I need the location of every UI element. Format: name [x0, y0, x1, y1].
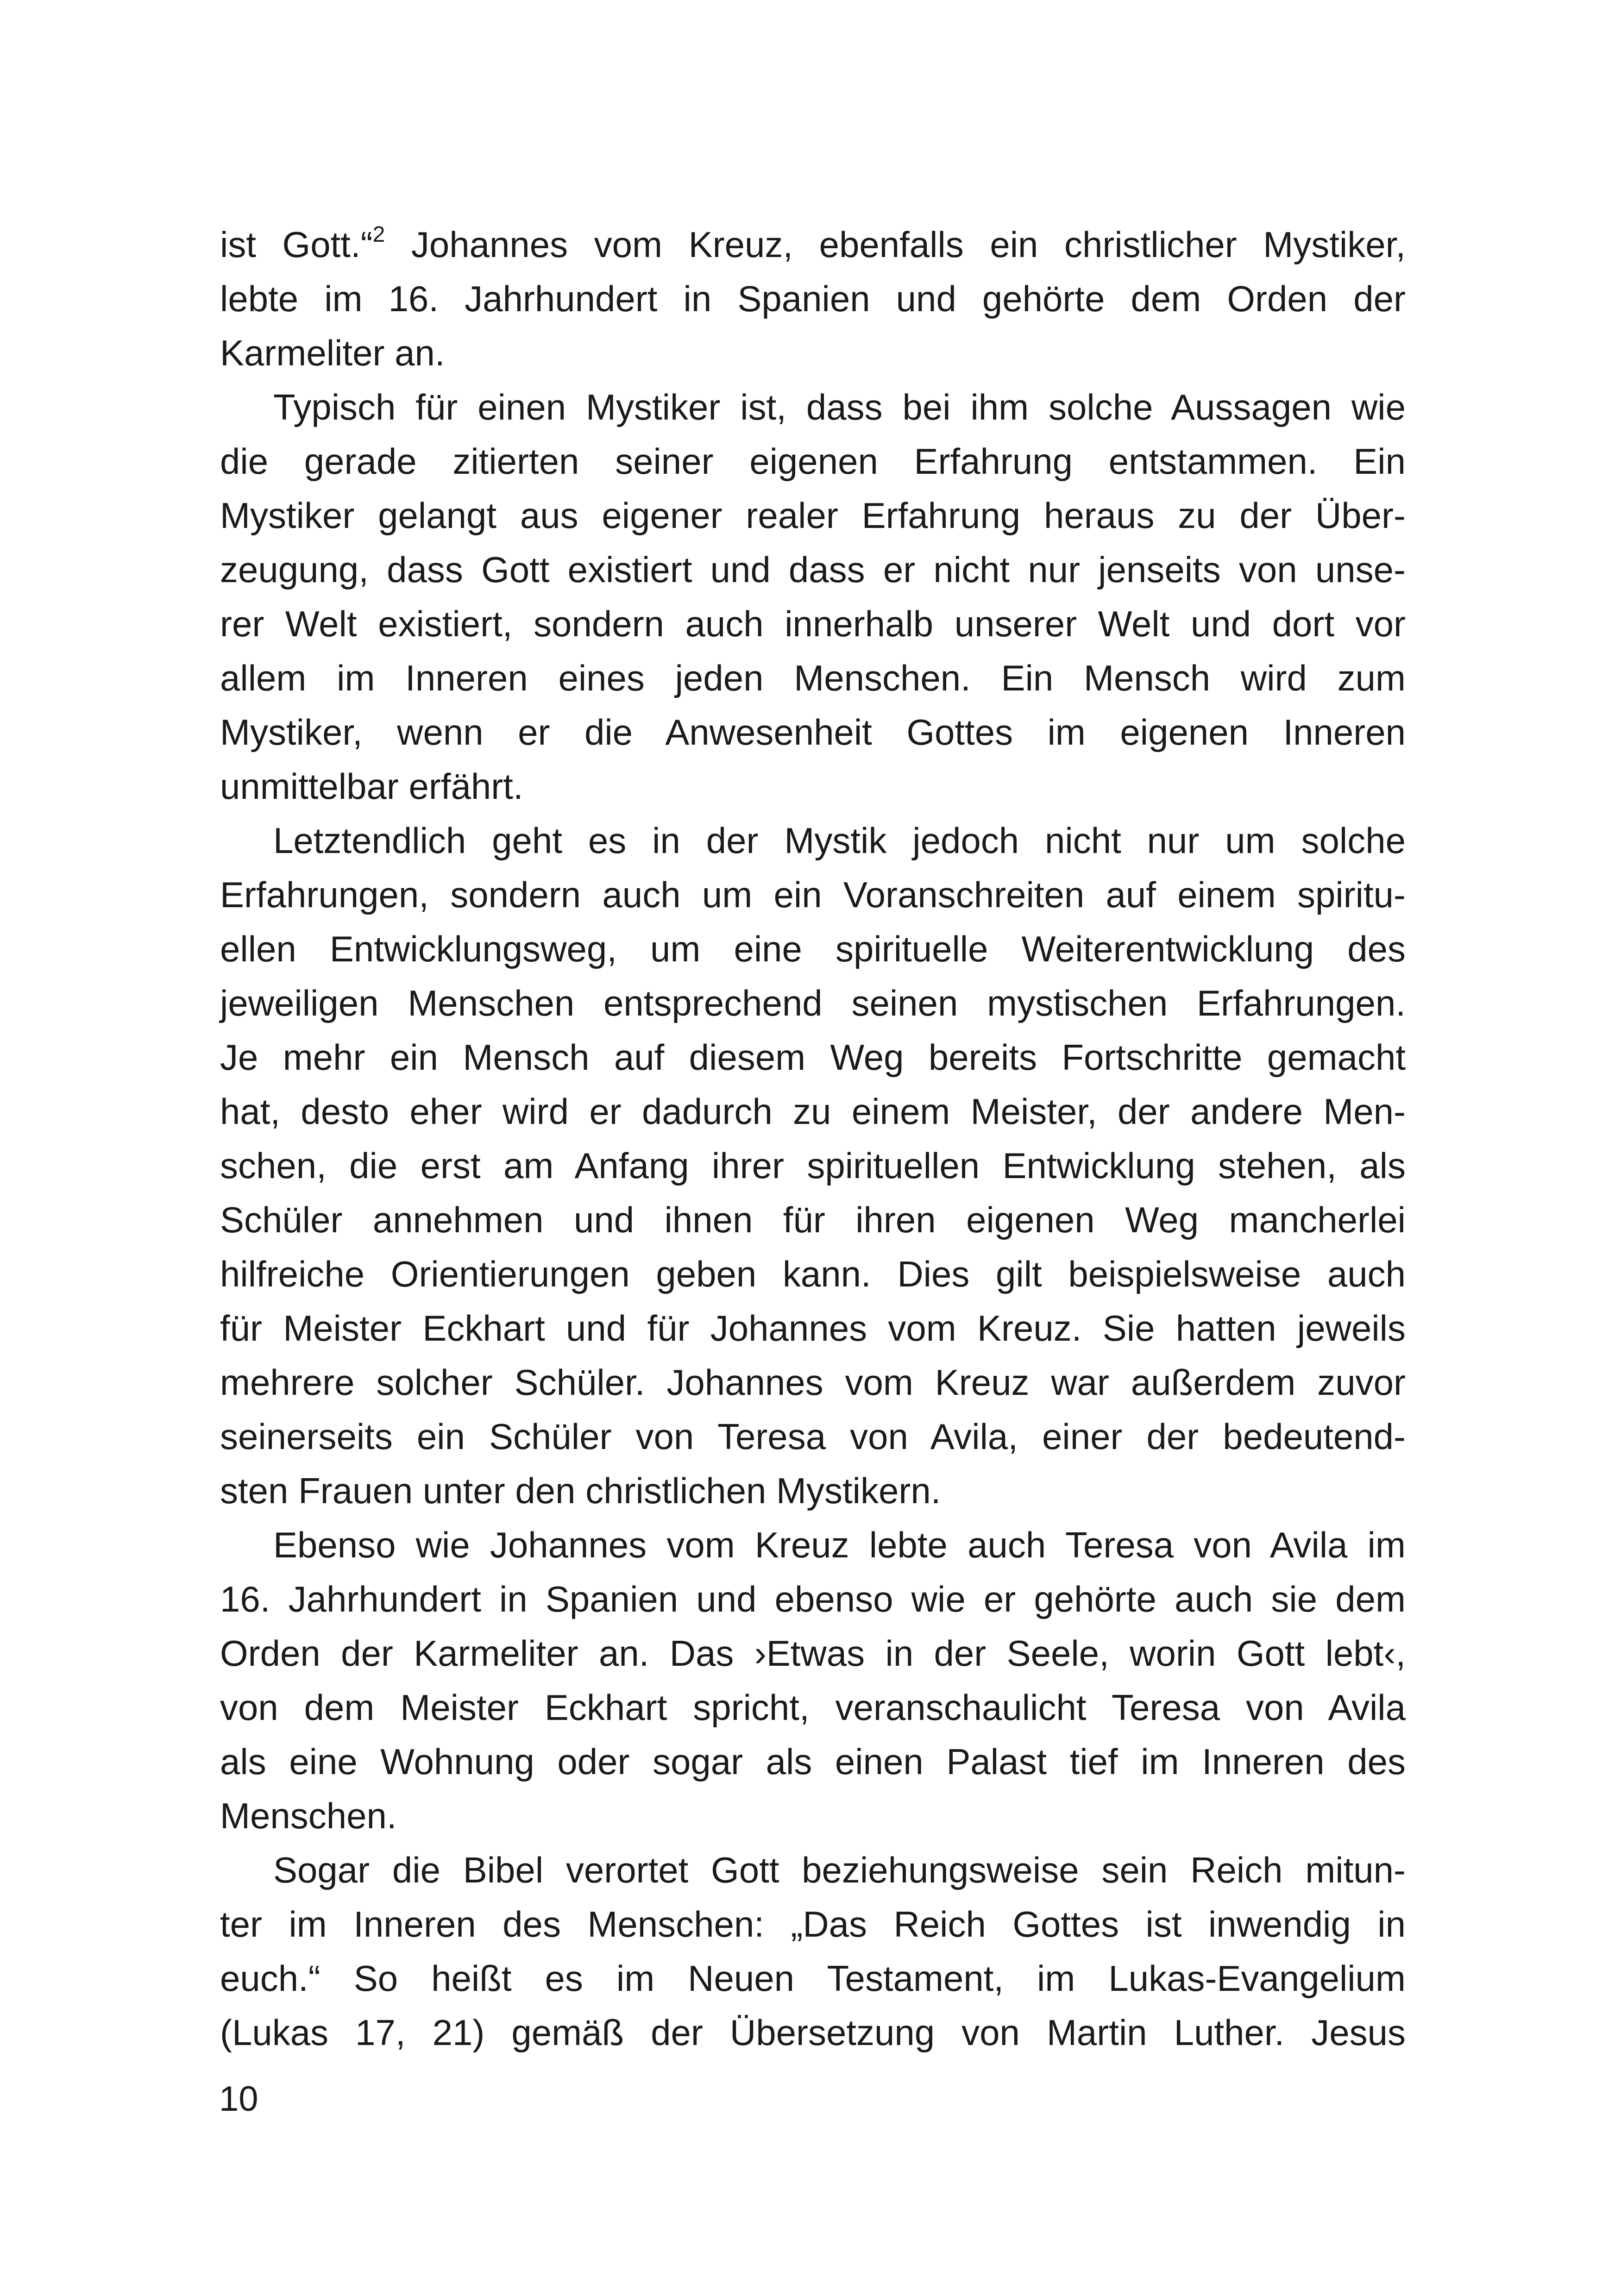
text-line: Erfahrungen, sondern auch um ein Voranschreiten auf einem spiritu-	[220, 874, 1406, 915]
text-line: (Lukas 17, 21) gemäß der Übersetzung von Martin Luther. Jesus	[220, 2012, 1406, 2053]
text-segment: ist Gott.“	[220, 224, 373, 265]
text-line: Menschen.	[220, 1795, 397, 1836]
text-line: ter im Inneren des Menschen: „Das Reich Gottes ist inwendig in	[220, 1904, 1406, 1945]
text-line: 16. Jahrhundert in Spanien und ebenso wie er gehörte auch sie dem	[220, 1579, 1406, 1619]
text-line: Typisch für einen Mystiker ist, dass bei ihm solche Aussagen wie	[273, 387, 1406, 427]
text-line: schen, die erst am Anfang ihrer spirituellen Entwicklung stehen, als	[220, 1145, 1406, 1186]
text-line: jeweiligen Menschen entsprechend seinen mystischen Erfahrungen.	[220, 983, 1406, 1023]
text-line: die gerade zitierten seiner eigenen Erfahrung entstammen. Ein	[220, 441, 1406, 482]
footnote-marker[interactable]: 2	[372, 222, 385, 247]
text-line: hat, desto eher wird er dadurch zu einem Meister, der andere Men-	[220, 1091, 1406, 1132]
text-line: Mystiker gelangt aus eigener realer Erfahrung heraus zu der Über-	[220, 495, 1406, 536]
text-line: Karmeliter an.	[220, 332, 445, 373]
text-line: rer Welt existiert, sondern auch innerhalb unserer Welt und dort vor	[220, 603, 1406, 644]
text-line: Sogar die Bibel verortet Gott beziehungsweise sein Reich mitun-	[273, 1850, 1406, 1890]
text-line: Letztendlich geht es in der Mystik jedoch nicht nur um solche	[273, 820, 1406, 861]
text-line: Mystiker, wenn er die Anwesenheit Gottes im eigenen Inneren	[220, 712, 1406, 753]
body-text	[220, 218, 1406, 2060]
text-line: lebte im 16. Jahrhundert in Spanien und gehörte dem Orden der	[220, 278, 1406, 319]
text-line: euch.“ So heißt es im Neuen Testament, im Lukas-Evangelium	[220, 1958, 1406, 1999]
text-line: Je mehr ein Mensch auf diesem Weg bereits Fortschritte gemacht	[220, 1037, 1406, 1078]
text-line: Schüler annehmen und ihnen für ihren eigenen Weg mancherlei	[220, 1199, 1406, 1240]
text-line: Orden der Karmeliter an. Das ›Etwas in der Seele, worin Gott lebt‹,	[220, 1633, 1406, 1674]
text-line: allem im Inneren eines jeden Menschen. Ein Mensch wird zum	[220, 658, 1406, 698]
text-line: mehrere solcher Schüler. Johannes vom Kreuz war außerdem zuvor	[220, 1362, 1406, 1403]
page-number: 10	[219, 2079, 258, 2119]
text-line: unmittelbar erfährt.	[220, 766, 523, 807]
text-line: für Meister Eckhart und für Johannes vom Kreuz. Sie hatten jeweils	[220, 1308, 1406, 1349]
text-line: Ebenso wie Johannes vom Kreuz lebte auch Teresa von Avila im	[273, 1524, 1406, 1565]
text-line	[220, 218, 1406, 272]
text-line: sten Frauen unter den christlichen Mystikern.	[220, 1470, 941, 1511]
text-line: von dem Meister Eckhart spricht, veranschaulicht Teresa von Avila	[220, 1687, 1406, 1728]
text-line: als eine Wohnung oder sogar als einen Palast tief im Inneren des	[220, 1741, 1406, 1782]
text-segment: Johannes vom Kreuz, ebenfalls ein christlicher Mystiker,	[385, 224, 1406, 265]
text-line: hilfreiche Orientierungen geben kann. Dies gilt beispielsweise auch	[220, 1254, 1406, 1294]
text-line: ellen Entwicklungsweg, um eine spirituelle Weiterentwicklung des	[220, 928, 1406, 969]
text-line: zeugung, dass Gott existiert und dass er nicht nur jenseits von unse-	[220, 549, 1406, 590]
text-line: seinerseits ein Schüler von Teresa von Avila, einer der bedeutend-	[220, 1416, 1406, 1457]
